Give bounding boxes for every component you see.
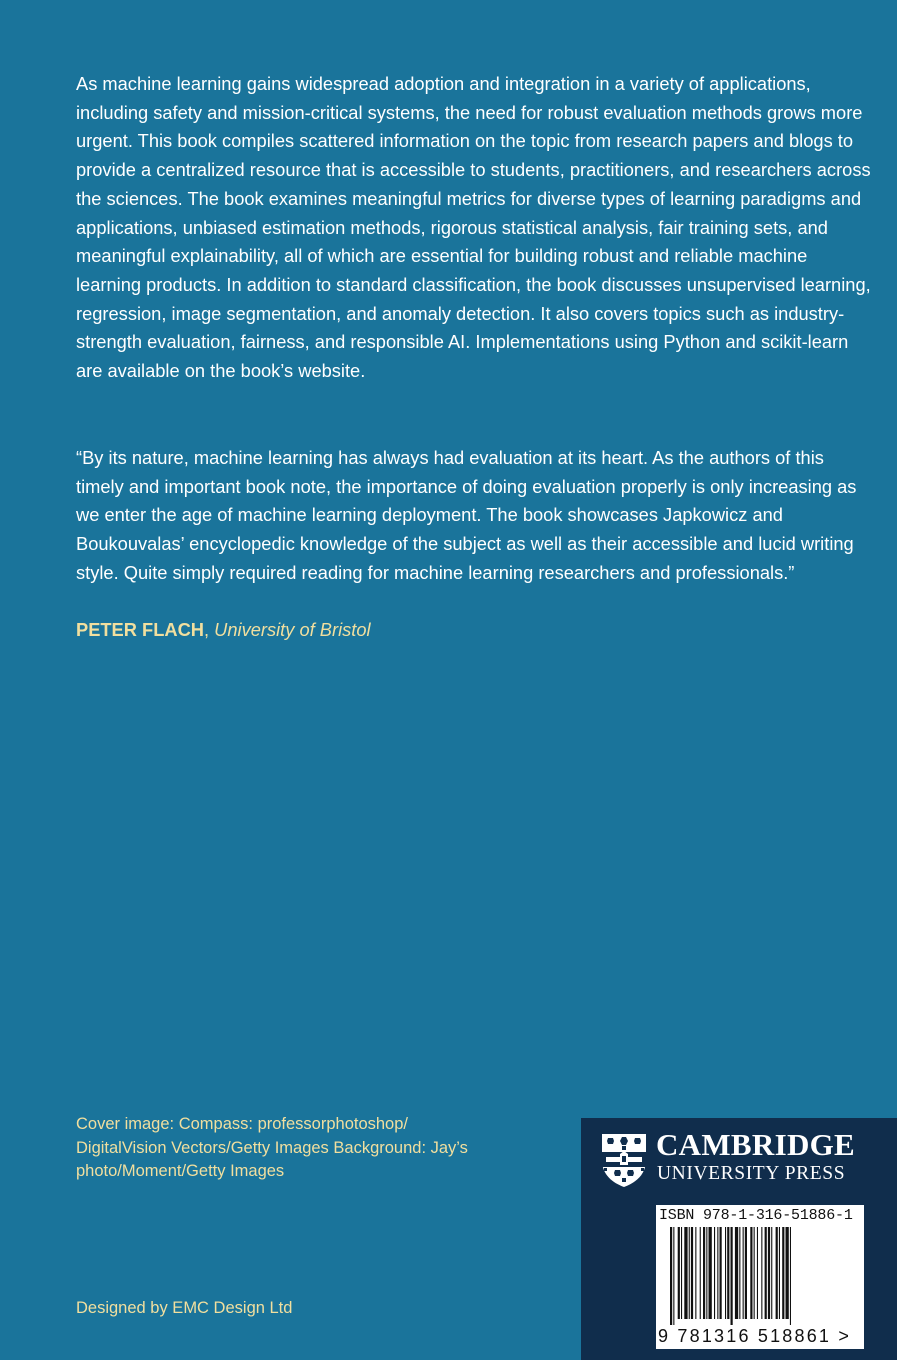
barcode-bar bbox=[761, 1227, 762, 1319]
barcode-bar bbox=[725, 1227, 726, 1319]
barcode-bar bbox=[689, 1227, 690, 1319]
barcode-bar bbox=[745, 1227, 747, 1319]
barcode-bar bbox=[731, 1227, 733, 1325]
barcode-bar bbox=[750, 1227, 752, 1319]
barcode-bars bbox=[656, 1225, 864, 1327]
barcode-bar bbox=[670, 1227, 672, 1325]
publisher-panel bbox=[581, 1118, 897, 1360]
barcode-bar bbox=[754, 1227, 755, 1319]
publisher-name: CAMBRIDGE bbox=[656, 1127, 856, 1162]
barcode-bar bbox=[757, 1227, 758, 1319]
barcode-number: 9 781316 518861 > bbox=[658, 1326, 852, 1346]
barcode-bar bbox=[765, 1227, 767, 1319]
barcode-bar bbox=[735, 1227, 738, 1319]
isbn-label: ISBN 978-1-316-51886-1 bbox=[659, 1207, 853, 1224]
barcode-bar bbox=[700, 1227, 701, 1319]
barcode-bar bbox=[782, 1227, 784, 1319]
isbn-barcode bbox=[656, 1205, 864, 1349]
barcode-bar bbox=[739, 1227, 740, 1319]
barcode-bar bbox=[743, 1227, 744, 1319]
barcode-bar bbox=[684, 1227, 687, 1319]
barcode-bar bbox=[673, 1227, 674, 1325]
barcode-bar bbox=[779, 1227, 780, 1319]
publisher-subtitle: UNIVERSITY PRESS bbox=[657, 1163, 846, 1184]
endorsement-attribution bbox=[76, 616, 371, 645]
cambridge-crest-icon bbox=[600, 1132, 648, 1188]
endorser-name: PETER FLACH bbox=[76, 619, 204, 640]
designer-credit: Designed by EMC Design Ltd bbox=[76, 1299, 293, 1317]
barcode-bar bbox=[695, 1227, 696, 1319]
barcode-bar bbox=[691, 1227, 693, 1319]
barcode-bar bbox=[776, 1227, 778, 1319]
barcode-bar bbox=[768, 1227, 770, 1319]
barcode-bar bbox=[703, 1227, 705, 1319]
barcode-bar bbox=[709, 1227, 712, 1319]
barcode-bar bbox=[714, 1227, 715, 1319]
barcode-bar bbox=[790, 1227, 791, 1325]
barcode-bar bbox=[717, 1227, 718, 1319]
barcode-bar bbox=[678, 1227, 680, 1319]
attribution-separator: , bbox=[203, 619, 210, 640]
endorser-affiliation: University of Bristol bbox=[214, 619, 371, 640]
barcode-bar bbox=[727, 1227, 729, 1319]
barcode-bar bbox=[786, 1227, 789, 1319]
endorsement-quote: “By its nature, machine learning has always had evaluation at its heart. As the authors of this timely and important book note, the importance of doing evaluation properly is only increasing as we enter the age of machine learning deployment. The book showcases Japkowicz and Boukouvalas’ encyclopedic knowledge of the subject as well as their accessible and lucid writing style. Quite simply required reading for machine learning researchers and professionals.” bbox=[76, 447, 857, 583]
barcode-bar bbox=[681, 1227, 682, 1319]
barcode-bar bbox=[720, 1227, 722, 1319]
barcode-bar bbox=[771, 1227, 772, 1319]
cover-image-credits: Cover image: Compass: professorphotoshop/ DigitalVision Vectors/Getty Images Background: Jay’s photo/Moment/Getty Images bbox=[76, 1115, 468, 1180]
barcode-bar bbox=[706, 1227, 707, 1319]
back-cover-blurb: As machine learning gains widespread adoption and integration in a variety of applications, including safety and mission-critical systems, the need for robust evaluation methods grows more urgent. This book compiles scattered information on the topic from research papers and blogs to provide a centralized resource that is accessible to students, practitioners, and researchers across the sciences. The book examines meaningful metrics for diverse types of learning paradigms and applications, unbiased estimation methods, rigorous statistical analysis, fair training sets, and meaningful explainability, all of which are essential for building robust and reliable machine learning products. In addition to standard classification, the book discusses unsupervised learning, regression, image segmentation, and anomaly detection. It also covers topics such as industry-strength evaluation, fairness, and responsible AI. Implementations using Python and scikit-learn are available on the book’s website. bbox=[76, 73, 871, 382]
